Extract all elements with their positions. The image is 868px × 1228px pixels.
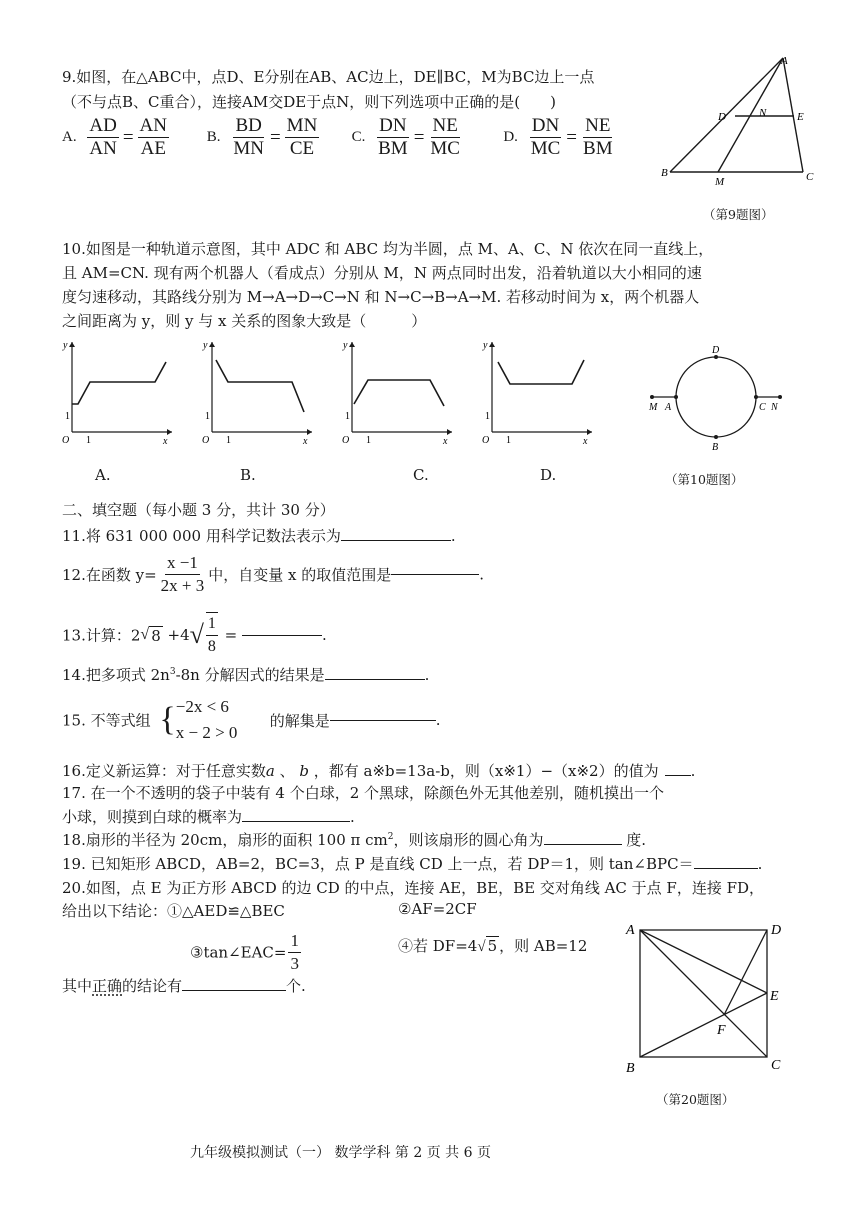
fraction [87, 115, 118, 160]
numerator: MN [286, 115, 318, 136]
fraction [428, 115, 462, 160]
q20-square-figure [620, 915, 790, 1080]
var-b: b [299, 762, 309, 780]
q19-text: 19. 已知矩形 ABCD，AB=2，BC=3，点 P 是直线 CD 上一点，若 DP＝1，则 tan∠BPC＝ [62, 855, 694, 873]
graph-a[interactable] [60, 336, 175, 448]
segment-ae [640, 930, 767, 993]
label-b: B [712, 442, 719, 453]
denominator: AN [89, 138, 117, 159]
q20-c3-fraction [288, 930, 301, 975]
q15-system [176, 694, 262, 746]
graph-b-label: B. [240, 466, 256, 484]
q14-text: -8n 分解因式的结果是 [175, 666, 325, 684]
q18-end: 度. [621, 831, 647, 849]
origin-label: O [482, 435, 490, 446]
label-a: A [665, 402, 672, 413]
option-label: D. [503, 129, 518, 145]
x-one-label: 1 [86, 435, 91, 446]
track-circle [676, 357, 756, 437]
sqrt-sign: √ [140, 626, 150, 643]
point-c [754, 395, 758, 399]
q17-line1: 17. 在一个不透明的袋子中装有 4 个白球，2 个黑球，除颜色外无其他差别，随机摸出一个 [62, 784, 665, 802]
q20-c4-post: ，则 AB=12 [499, 937, 588, 955]
label-n: N [771, 402, 778, 413]
segment-am [718, 58, 783, 172]
equals: = [269, 126, 281, 148]
q16-rest: ，都有 a※b=13a-b，则（x※1）−（x※2）的值为 [308, 762, 659, 780]
y-one-label: 1 [485, 411, 490, 422]
q19 [62, 853, 762, 874]
label-c: C [771, 1058, 781, 1073]
fraction [285, 115, 320, 160]
q20-answer-blank[interactable] [182, 990, 286, 991]
graph-a-label: A. [95, 466, 111, 484]
x-one-label: 1 [366, 435, 371, 446]
q15-text: 的解集是 [269, 711, 330, 730]
origin-label: O [202, 435, 210, 446]
q14 [62, 664, 429, 685]
q9-option-a[interactable] [62, 115, 202, 160]
q12-answer-blank[interactable] [391, 574, 479, 575]
point-n [778, 395, 782, 399]
q16-text: 16.定义新运算：对于任意实数 [62, 762, 266, 780]
q10-line4: 之间距离为 y，则 y 与 x 关系的图象大致是（ ） [62, 312, 427, 330]
denominator: 8 [207, 638, 216, 655]
q10-line1: 10.如图是一种轨道示意图，其中 ADC 和 ABC 均为半圆，点 M、A、C、N 依次在同一直线上， [62, 240, 714, 258]
q18-exponent: 2 [387, 832, 394, 842]
label-b: B [626, 1061, 635, 1076]
q14-end: . [424, 666, 430, 684]
q9-line1: 9.如图，在△ABC中，点D、E分别在AB、AC边上，DE∥BC，M为BC边上一点 [62, 68, 595, 86]
label-d: D [712, 345, 720, 356]
q20-end: 个. [286, 977, 306, 995]
x-one-label: 1 [506, 435, 511, 446]
q15 [62, 694, 441, 746]
q20-c4-text: ④若 DF=4 [398, 937, 478, 955]
q17-line2 [62, 806, 355, 827]
fraction [581, 115, 615, 160]
origin-label: O [62, 435, 70, 446]
q16 [62, 760, 695, 781]
q10-line2: 且 AM=CN. 现有两个机器人（看成点）分别从 M，N 两点同时出发，沿着轨道以大小相同的速 [62, 264, 702, 282]
q11 [62, 525, 456, 546]
q20-last-c: 的结论有 [122, 977, 183, 995]
q14-exponent: 3 [169, 667, 176, 677]
q17-text: 小球，则摸到白球的概率为 [62, 808, 243, 826]
q11-text: 11.将 631 000 000 用科学记数法表示为 [62, 527, 341, 545]
q11-answer-blank[interactable] [341, 540, 451, 541]
q20-conclusion-3 [190, 930, 303, 975]
q12-end: . [479, 565, 485, 584]
numerator: 1 [288, 930, 301, 953]
q20-line1: 20.如图，点 E 为正方形 ABCD 的边 CD 的中点，连接 AE，BE，BE 交对角线 AC 于点 F，连接 FD， [62, 879, 765, 897]
axis-arrows [209, 342, 312, 435]
segment-be [640, 993, 767, 1057]
option-label: A. [62, 129, 77, 145]
axis-arrows [69, 342, 172, 435]
q13-radicand: 8 [151, 626, 161, 645]
q12-prefix: 12.在函数 y= [62, 566, 157, 584]
label-c: C [806, 171, 814, 183]
inequality-2: x − 2 > 0 [175, 723, 238, 742]
denominator: MC [430, 138, 460, 159]
graph-curve [354, 380, 444, 406]
q18-text: ，则该扇形的圆心角为 [393, 831, 544, 849]
label-d: D [718, 111, 726, 123]
q18 [62, 829, 646, 850]
q12-text: 中，自变量 x 的取值范围是 [208, 566, 392, 584]
y-label: y [203, 340, 208, 351]
fraction [376, 115, 410, 160]
denominator: CE [289, 138, 315, 159]
q10-line3: 度匀速移动，其路线分别为 M→A→D→C→N 和 N→C→B→A→M. 若移动时间为 x，两个机器人 [62, 288, 700, 306]
label-e: E [797, 111, 804, 123]
label-d: D [771, 923, 782, 938]
denominator: BM [378, 138, 408, 159]
y-label: y [63, 340, 68, 351]
equals: = [413, 126, 425, 148]
q20-conclusion-2: ②AF=2CF [398, 900, 477, 918]
graph-c[interactable] [340, 336, 455, 448]
q13-fraction [206, 612, 218, 658]
axis-arrows [489, 342, 592, 435]
q13-plus: +4 [162, 626, 190, 644]
separator: 、 [274, 762, 300, 780]
fraction [529, 115, 563, 160]
q9-options [62, 115, 617, 160]
q18-prefix: 18.扇形的半径为 20cm，扇形的面积 100 π cm [62, 831, 388, 849]
numerator: BD [235, 115, 262, 136]
q14-answer-blank[interactable] [325, 679, 425, 680]
q12-fraction [159, 552, 207, 597]
q10-track-figure [640, 340, 790, 455]
q13-equals: = [219, 626, 243, 644]
q18-answer-blank[interactable] [544, 844, 622, 845]
brace: { [159, 701, 176, 738]
sqrt-sign: √ [189, 620, 204, 649]
q9-caption: （第9题图） [703, 207, 774, 222]
x-one-label: 1 [226, 435, 231, 446]
q19-end: . [757, 855, 763, 873]
equals: = [566, 126, 578, 148]
graph-d-label: D. [540, 466, 557, 484]
label-e: E [770, 989, 779, 1004]
graph-curve [216, 360, 304, 412]
option-label: C. [351, 129, 366, 145]
section-2-heading: 二、填空题（每小题 3 分，共计 30 分） [62, 501, 335, 519]
y-one-label: 1 [65, 411, 70, 422]
numerator: x −1 [165, 552, 200, 575]
q20-emphasis: 正确 [92, 977, 123, 995]
fraction [138, 115, 169, 160]
q15-prefix: 15. 不等式组 [62, 711, 151, 730]
numerator: AD [89, 115, 117, 136]
x-label: x [163, 436, 168, 447]
inequality-1: −2x < 6 [175, 697, 229, 716]
label-a: A [781, 55, 788, 67]
numerator: 1 [206, 613, 218, 636]
sqrt-sign: √ [477, 939, 486, 955]
x-label: x [443, 436, 448, 447]
q17-answer-blank[interactable] [242, 821, 350, 822]
option-label: B. [206, 129, 221, 145]
origin-label: O [342, 435, 350, 446]
label-m: M [649, 402, 658, 413]
point-m [650, 395, 654, 399]
q20-c3-text: ③tan∠EAC= [190, 943, 287, 962]
denominator: MC [530, 138, 561, 159]
diagonal-ac [640, 930, 767, 1057]
q13-answer-blank[interactable] [242, 635, 322, 636]
numerator: NE [432, 115, 458, 136]
q14-prefix: 14.把多项式 2n [62, 666, 170, 684]
graph-c-label: C. [413, 466, 429, 484]
label-a: A [626, 923, 635, 938]
q16-answer-blank[interactable] [665, 775, 691, 776]
page-footer: 九年级模拟测试（一） 数学学科 第 2 页 共 6 页 [190, 1145, 491, 1161]
q9-triangle-figure [655, 50, 825, 190]
q17-end: . [350, 808, 355, 826]
q13-end: . [322, 626, 327, 644]
graph-d[interactable] [480, 336, 595, 448]
x-label: x [303, 436, 308, 447]
var-a: a [265, 762, 275, 780]
equals: = [122, 126, 134, 148]
q9-line2: （不与点B、C重合），连接AM交DE于点N，则下列选项中正确的是( ) [62, 93, 556, 111]
numerator: NE [585, 115, 611, 136]
y-label: y [343, 340, 348, 351]
q9-option-b[interactable] [207, 115, 347, 160]
q20-c4-radicand: 5 [487, 937, 498, 955]
numerator: DN [379, 115, 407, 136]
q20-last-line [62, 975, 306, 996]
q15-answer-blank[interactable] [330, 720, 436, 721]
q19-answer-blank[interactable] [694, 868, 758, 869]
q13-prefix: 13.计算：2 [62, 626, 141, 645]
q11-end: . [450, 527, 456, 545]
numerator: AN [139, 115, 167, 136]
q20-conclusion-4 [398, 935, 587, 956]
graph-curve [72, 362, 166, 404]
q12 [62, 552, 484, 597]
q16-end: . [690, 762, 696, 780]
axis-arrows [349, 342, 452, 435]
q20-last-a: 其中 [62, 977, 93, 995]
graph-b[interactable] [200, 336, 315, 448]
fraction [231, 115, 266, 160]
y-one-label: 1 [345, 411, 350, 422]
denominator: 3 [290, 954, 299, 973]
graph-curve [498, 360, 584, 384]
denominator: MN [233, 138, 264, 159]
q10-caption: （第10题图） [665, 472, 744, 487]
denominator: AE [140, 138, 166, 159]
y-one-label: 1 [205, 411, 210, 422]
point-a [674, 395, 678, 399]
segment-fd [724, 930, 767, 1015]
denominator: BM [583, 138, 613, 159]
q9-option-c[interactable] [352, 115, 499, 160]
label-c: C [759, 402, 766, 413]
denominator: 2x + 3 [160, 576, 205, 595]
numerator: DN [531, 115, 560, 136]
y-label: y [483, 340, 488, 351]
label-n: N [759, 107, 767, 119]
q13 [62, 612, 327, 658]
label-f: F [717, 1023, 726, 1038]
label-b: B [661, 167, 668, 179]
x-label: x [583, 436, 588, 447]
q20-line2: 给出以下结论：①△AED≌△BEC [62, 902, 285, 920]
point-b [714, 435, 718, 439]
q20-caption: （第20题图） [656, 1092, 735, 1107]
label-m: M [715, 176, 725, 188]
q9-option-d[interactable] [503, 115, 616, 160]
q15-end: . [435, 711, 441, 729]
